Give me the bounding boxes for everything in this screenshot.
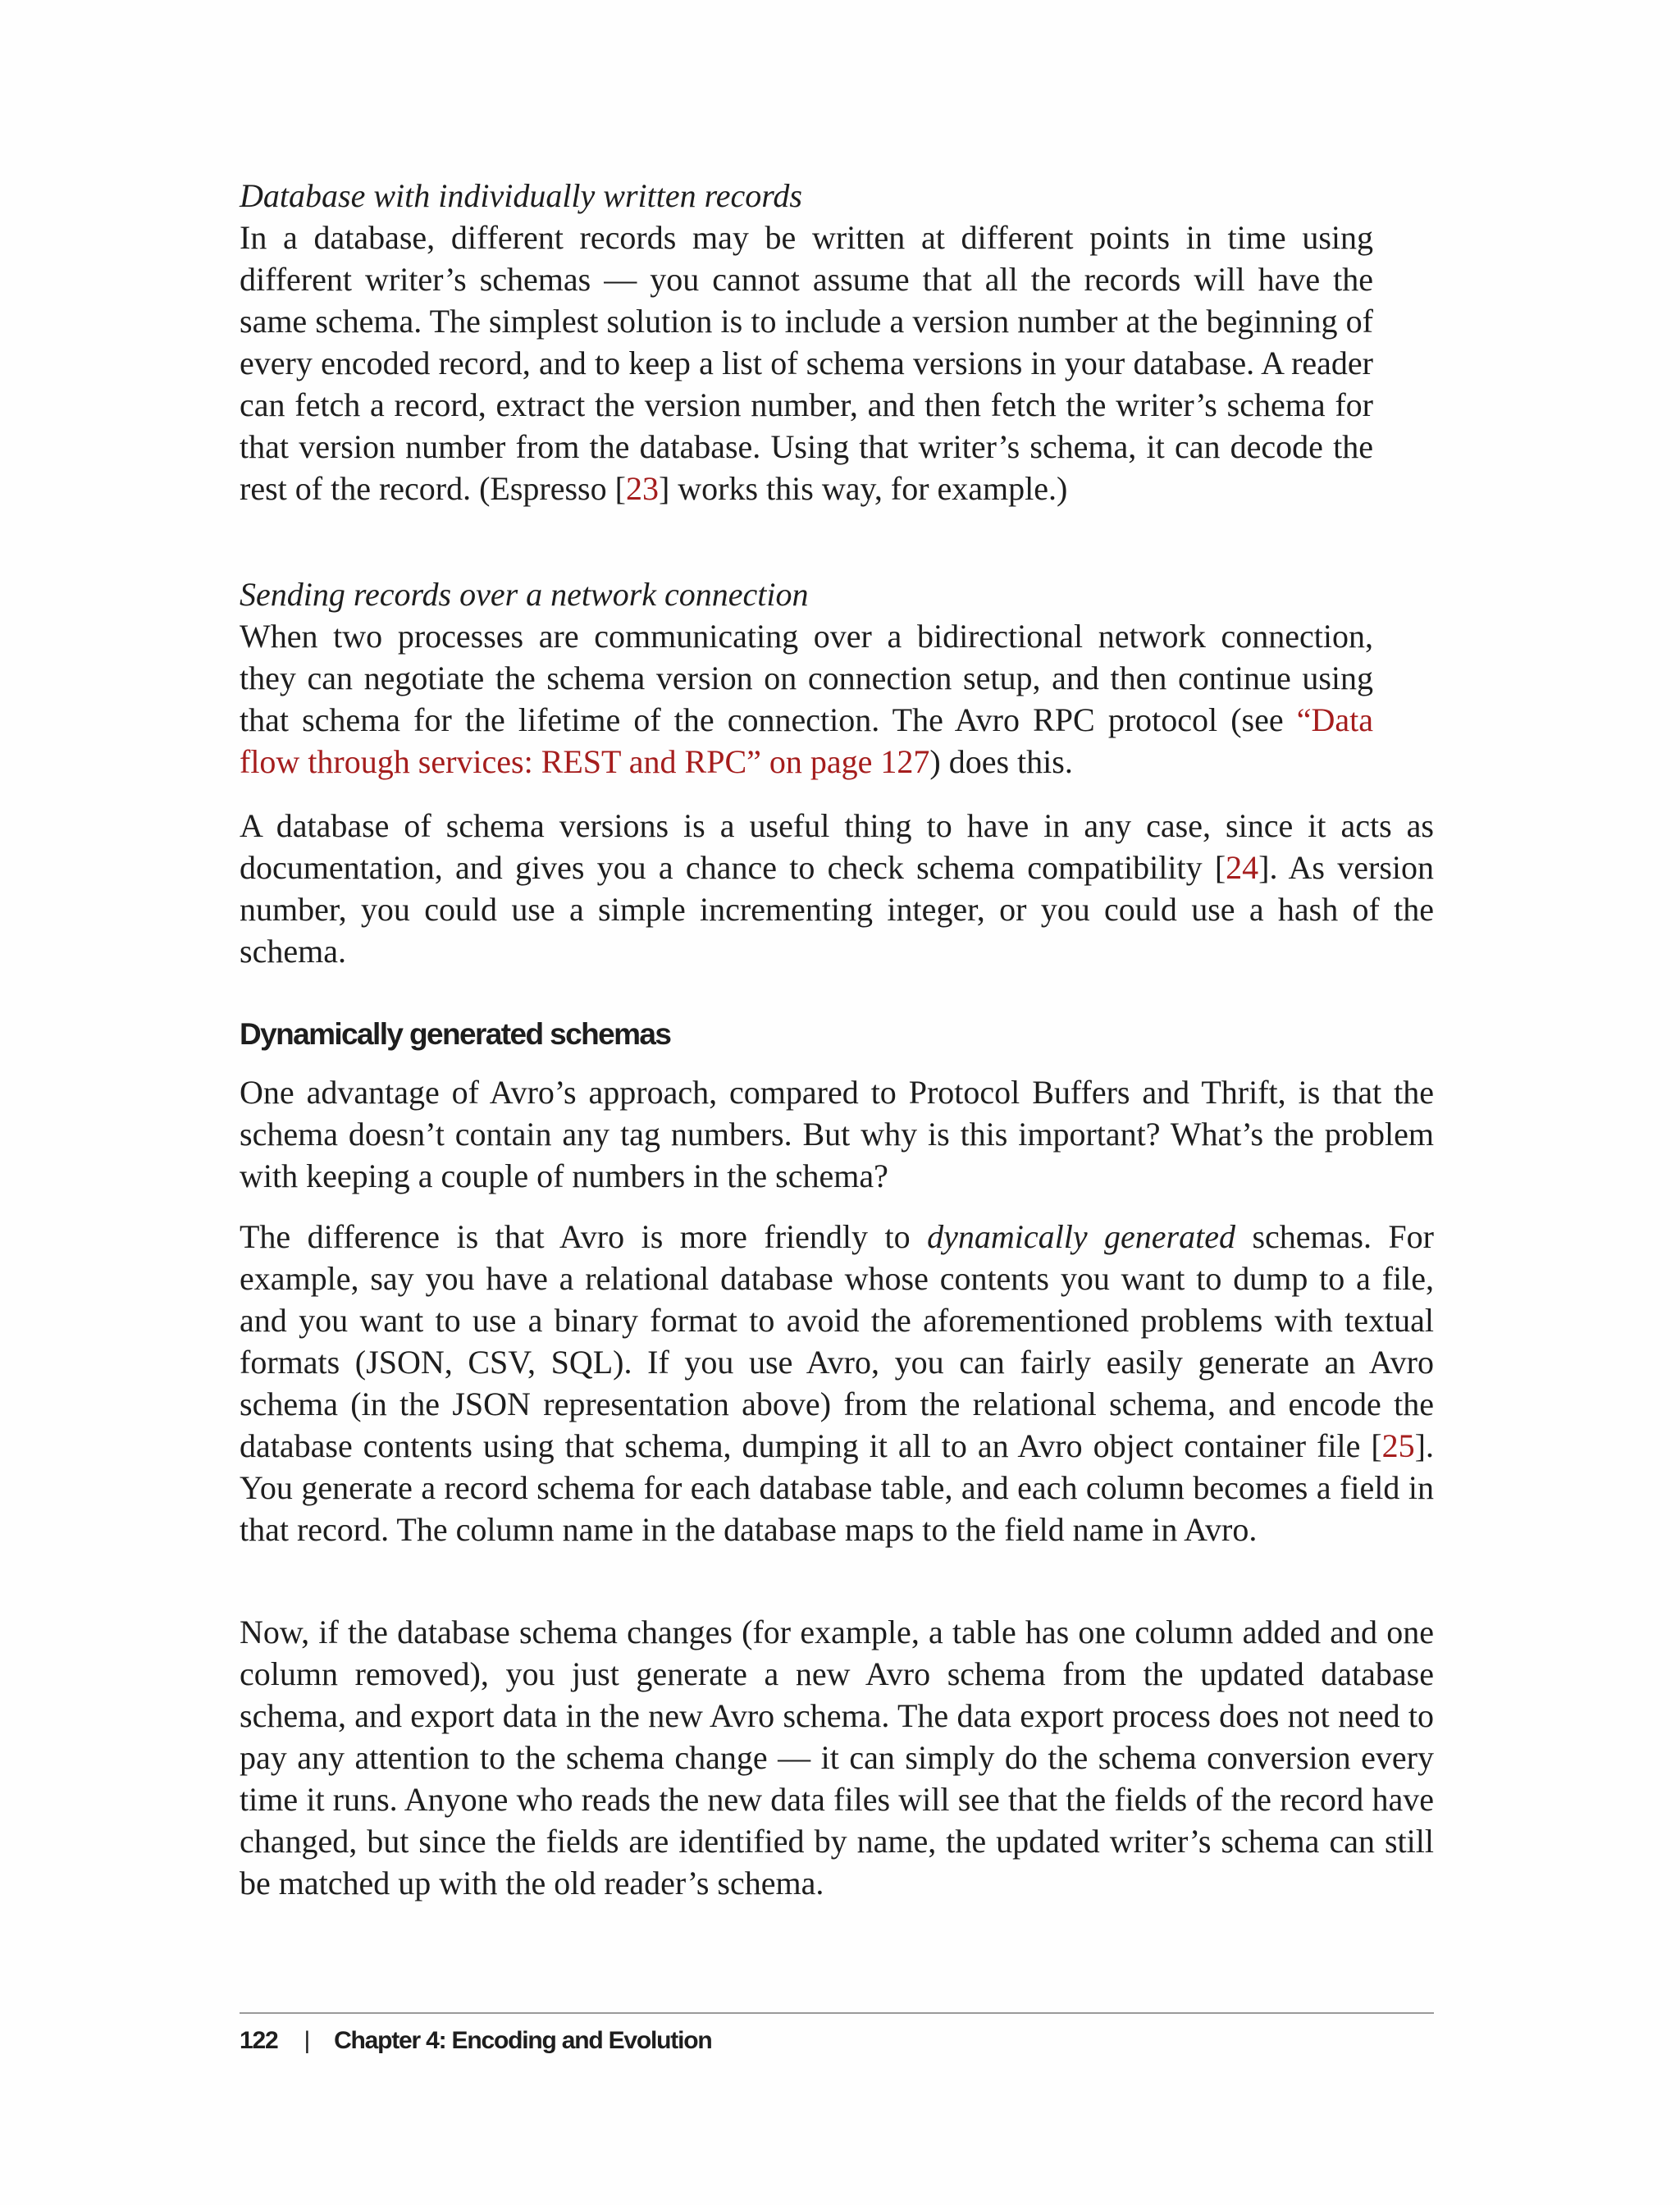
entry-text: In a database, different records may be written at different points in time using different writer’s schemas — you cannot assume that all the records will have the same schema. The simplest solution is to include a version number at the beginning of every encoded record, and to keep a list of schema versions in your database. A reader can fetch a record, extract the version number, and then fetch the writer’s schema for that version number from the database. Using that writer’s schema, it can decode the rest of the record. (Espresso [	[240, 219, 1373, 507]
page-number: 122	[240, 2027, 278, 2054]
paragraph	[240, 805, 1434, 972]
entry-text: ) does this.	[929, 743, 1073, 780]
paragraph-schema-database	[240, 805, 1434, 972]
cross-reference-link[interactable]: “Data flow through services: REST and RPC” on page 127	[240, 701, 1373, 780]
paragraph	[240, 1216, 1434, 1550]
paragraph-text: ]. As version number, you could use a simple incrementing integer, or you could use a hash of the schema.	[240, 849, 1435, 970]
citation-link[interactable]: 25	[1381, 1427, 1415, 1464]
paragraph: Now, if the database schema changes (for example, a table has one column added and one column removed), you just generate a new Avro schema from the updated database schema, and export data in the new Avro schema. The data export process does not need to pay any attention to the schema change — it can simply do the schema conversion every time it runs. Anyone who reads the new data files will see that the fields of the record have changed, but since the fields are identified by name, the updated writer’s schema can still be matched up with the old reader’s schema.	[240, 1614, 1434, 1901]
section-heading-block	[240, 1015, 1434, 1054]
paragraph-schema-changes	[240, 1611, 1434, 1904]
section-heading: Dynamically generated schemas	[240, 1017, 671, 1051]
paragraph: One advantage of Avro’s approach, compared to Protocol Buffers and Thrift, is that the schema doesn’t contain any tag numbers. But why is this important? What’s the problem with keeping a couple of numbers in the schema?	[240, 1074, 1434, 1194]
paragraph-avro-advantage	[240, 1071, 1434, 1197]
entry-description	[240, 217, 1373, 509]
footer-rule	[240, 2012, 1434, 2014]
page-footer	[240, 2025, 711, 2057]
entry-database-records	[240, 175, 1434, 509]
entry-term: Database with individually written records	[240, 177, 802, 214]
paragraph-text: ]. You generate a record schema for each database table, and each column becomes a field in that record. The column name in the database maps to the field name in Avro.	[240, 1427, 1434, 1548]
paragraph-dynamic-schemas	[240, 1216, 1434, 1550]
entry-text: ] works this way, for example.)	[658, 470, 1068, 507]
footer-separator: |	[304, 2027, 310, 2054]
entry-text: When two processes are communicating over a bidirectional network connection, they can negotiate the schema version on connection setup, and then continue using that schema for the lifetime of the connection. The Avro RPC protocol (see	[240, 618, 1373, 738]
paragraph-text: The difference is that Avro is more friendly to	[240, 1218, 928, 1255]
citation-link[interactable]: 23	[625, 470, 659, 507]
paragraph-text: A database of schema versions is a useful thing to have in any case, since it acts as documentation, and gives you a chance to check schema compatibility [	[240, 807, 1434, 886]
entry-network-connection	[240, 573, 1434, 783]
emphasis-text: dynamically generated	[927, 1218, 1235, 1255]
entry-description	[240, 615, 1373, 783]
chapter-title: Chapter 4: Encoding and Evolution	[334, 2027, 712, 2054]
entry-term: Sending records over a network connection	[240, 576, 809, 613]
paragraph-text: schemas. For example, say you have a relational database whose contents you want to dump to a file, and you want to use a binary format to avoid the aforementioned problems with textual formats (JSON, CSV, SQL). If you use Avro, you can fairly easily generate an Avro schema (in the JSON representation above) from the relational schema, and encode the database contents using that schema, dumping it all to an Avro object container file [	[240, 1218, 1434, 1464]
citation-link[interactable]: 24	[1226, 849, 1259, 886]
